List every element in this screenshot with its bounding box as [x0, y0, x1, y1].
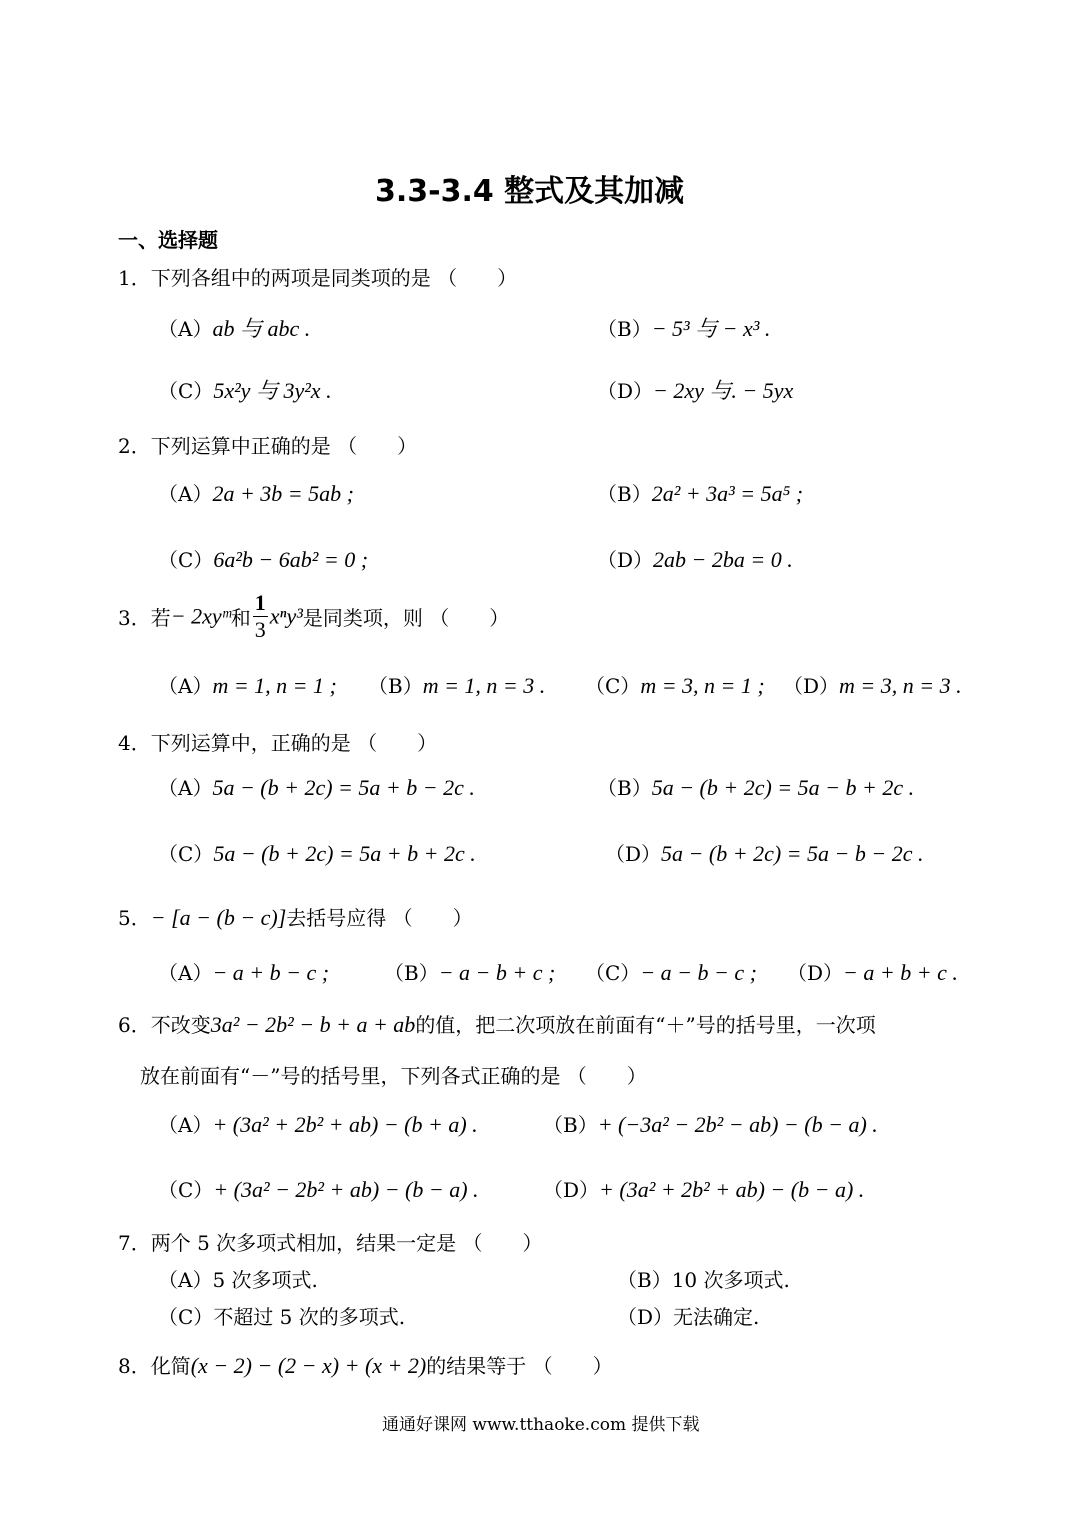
- option-text: 2ab − 2ba = 0 .: [653, 547, 793, 572]
- option-label: （B）: [597, 482, 652, 506]
- option-label: （D）: [605, 842, 662, 866]
- option-text: − 2xy 与. − 5yx: [653, 378, 794, 403]
- option-text: 10 次多项式.: [671, 1268, 790, 1292]
- q3-option-a: [158, 670, 337, 699]
- option-label: （D）: [543, 1178, 600, 1202]
- stem-text: 去括号应得 （ ）: [286, 906, 473, 930]
- q7-option-a: [158, 1264, 318, 1293]
- option-label: （C）: [158, 1178, 214, 1202]
- q6-option-a: [158, 1109, 478, 1138]
- option-text: m = 3, n = 1 ;: [640, 673, 765, 698]
- stem-expression: − 2xyᵐ: [170, 603, 231, 629]
- q7-option-c: [158, 1301, 405, 1330]
- question-1-stem: 1．下列各组中的两项是同类项的是 （ ）: [118, 266, 518, 290]
- option-text: 5 次多项式.: [212, 1268, 318, 1292]
- page-title: 3.3-3.4 整式及其加减: [375, 174, 685, 209]
- question-8-stem: [118, 1350, 613, 1379]
- q6-option-b: [543, 1109, 878, 1138]
- q1-option-b: [597, 312, 770, 343]
- q4-option-b: [597, 772, 914, 801]
- option-label: （B）: [384, 961, 439, 985]
- stem-text: 是同类项，则 （ ）: [302, 606, 510, 630]
- q5-option-a: [158, 957, 329, 986]
- option-text: 5a − (b + 2c) = 5a − b − 2c .: [661, 841, 924, 866]
- stem-expression: (x − 2) − (2 − x) + (x + 2): [190, 1353, 427, 1378]
- question-3-stem: [118, 590, 509, 643]
- q2-option-b: [597, 478, 803, 507]
- option-label: （B）: [617, 1268, 672, 1292]
- q5-option-d: [787, 957, 958, 986]
- stem-text: 8．化简: [118, 1354, 191, 1378]
- stem-text: 6．不改变: [118, 1013, 211, 1037]
- question-2-stem: 2．下列运算中正确的是 （ ）: [118, 434, 418, 458]
- question-6-stem: [118, 1009, 876, 1038]
- q4-option-c: [158, 838, 476, 867]
- q5-option-c: [585, 957, 757, 986]
- option-text: − 5³ 与 − x³ .: [651, 316, 771, 341]
- option-label: （B）: [597, 776, 652, 800]
- q2-option-c: [158, 544, 368, 573]
- option-label: （B）: [543, 1113, 598, 1137]
- option-text: − a − b + c ;: [438, 960, 556, 985]
- option-text: + (3a² − 2b² + ab) − (b − a) .: [213, 1177, 479, 1202]
- stem-text: 的值，把二次项放在前面有“＋”号的括号里，一次项: [415, 1013, 876, 1037]
- option-label: （A）: [158, 776, 213, 800]
- q3-option-d: [783, 670, 962, 699]
- stem-expression: 3a² − 2b² − b + a + ab: [210, 1012, 416, 1037]
- question-5-stem: [118, 902, 473, 931]
- option-label: （C）: [158, 379, 214, 403]
- option-label: （C）: [585, 961, 641, 985]
- q6-option-c: [158, 1174, 479, 1203]
- question-7-stem: 7．两个 5 次多项式相加，结果一定是 （ ）: [118, 1231, 543, 1255]
- stem-text: 的结果等于 （ ）: [426, 1354, 613, 1378]
- option-text: + (−3a² − 2b² − ab) − (b − a) .: [597, 1112, 878, 1137]
- q4-option-d: [605, 838, 923, 867]
- option-label: （B）: [368, 674, 423, 698]
- option-label: （C）: [585, 674, 641, 698]
- stem-expression: xⁿy³: [269, 603, 303, 629]
- q4-option-a: [158, 772, 475, 801]
- option-label: （D）: [597, 548, 654, 572]
- option-text: m = 3, n = 3 .: [839, 673, 962, 698]
- q7-option-d: [617, 1301, 759, 1330]
- option-text: 无法确定.: [673, 1305, 760, 1329]
- option-text: 不超过 5 次的多项式.: [213, 1305, 406, 1329]
- option-text: m = 1, n = 1 ;: [212, 673, 337, 698]
- option-text: 2a² + 3a³ = 5a⁵ ;: [651, 481, 804, 506]
- option-label: （C）: [158, 1305, 214, 1329]
- q6-option-d: [543, 1174, 864, 1203]
- option-text: − a − b − c ;: [640, 960, 757, 985]
- option-label: （A）: [158, 961, 213, 985]
- option-label: （D）: [597, 379, 654, 403]
- option-label: （A）: [158, 674, 213, 698]
- option-label: （A）: [158, 1268, 213, 1292]
- option-text: 5a − (b + 2c) = 5a − b + 2c .: [651, 775, 915, 800]
- q1-option-d: [597, 374, 793, 405]
- q3-option-c: [585, 670, 765, 699]
- option-label: （D）: [787, 961, 844, 985]
- option-text: 5a − (b + 2c) = 5a + b − 2c .: [212, 775, 475, 800]
- option-label: （A）: [158, 1113, 213, 1137]
- option-text: + (3a² + 2b² + ab) − (b − a) .: [599, 1177, 865, 1202]
- q2-option-a: [158, 478, 354, 507]
- option-label: （A）: [158, 482, 213, 506]
- q5-option-b: [384, 957, 555, 986]
- option-text: − a + b + c .: [843, 960, 958, 985]
- stem-text: 3．若: [118, 606, 171, 630]
- question-6-stem-line2: 放在前面有“－”号的括号里，下列各式正确的是 （ ）: [140, 1064, 647, 1088]
- option-text: 5a − (b + 2c) = 5a + b + 2c .: [213, 841, 476, 866]
- option-text: − a + b − c ;: [212, 960, 330, 985]
- page-footer: 通通好课网 www.tthaoke.com 提供下载: [382, 1415, 700, 1435]
- fraction-numerator: 1: [254, 590, 266, 615]
- question-4-stem: 4．下列运算中，正确的是 （ ）: [118, 731, 438, 755]
- option-label: （C）: [158, 548, 214, 572]
- fraction: [253, 590, 268, 643]
- option-label: （A）: [158, 317, 213, 341]
- stem-expression: − [a − (b − c)]: [150, 905, 287, 930]
- option-text: 6a²b − 6ab² = 0 ;: [213, 547, 369, 572]
- option-text: ab 与 abc .: [212, 316, 311, 341]
- option-text: + (3a² + 2b² + ab) − (b + a) .: [212, 1112, 478, 1137]
- q2-option-d: [597, 544, 793, 573]
- stem-text: 和: [230, 606, 251, 630]
- fraction-denominator: 3: [254, 617, 266, 642]
- option-text: 5x²y 与 3y²x .: [213, 378, 332, 403]
- q1-option-a: [158, 312, 310, 343]
- section-heading: 一、选择题: [118, 228, 218, 252]
- stem-text: 5．: [118, 906, 151, 930]
- option-label: （D）: [617, 1305, 674, 1329]
- q1-option-c: [158, 374, 332, 405]
- option-label: （C）: [158, 842, 214, 866]
- q3-option-b: [368, 670, 545, 699]
- q7-option-b: [617, 1264, 790, 1293]
- option-label: （D）: [783, 674, 840, 698]
- option-text: 2a + 3b = 5ab ;: [212, 481, 354, 506]
- option-text: m = 1, n = 3 .: [422, 673, 546, 698]
- option-label: （B）: [597, 317, 652, 341]
